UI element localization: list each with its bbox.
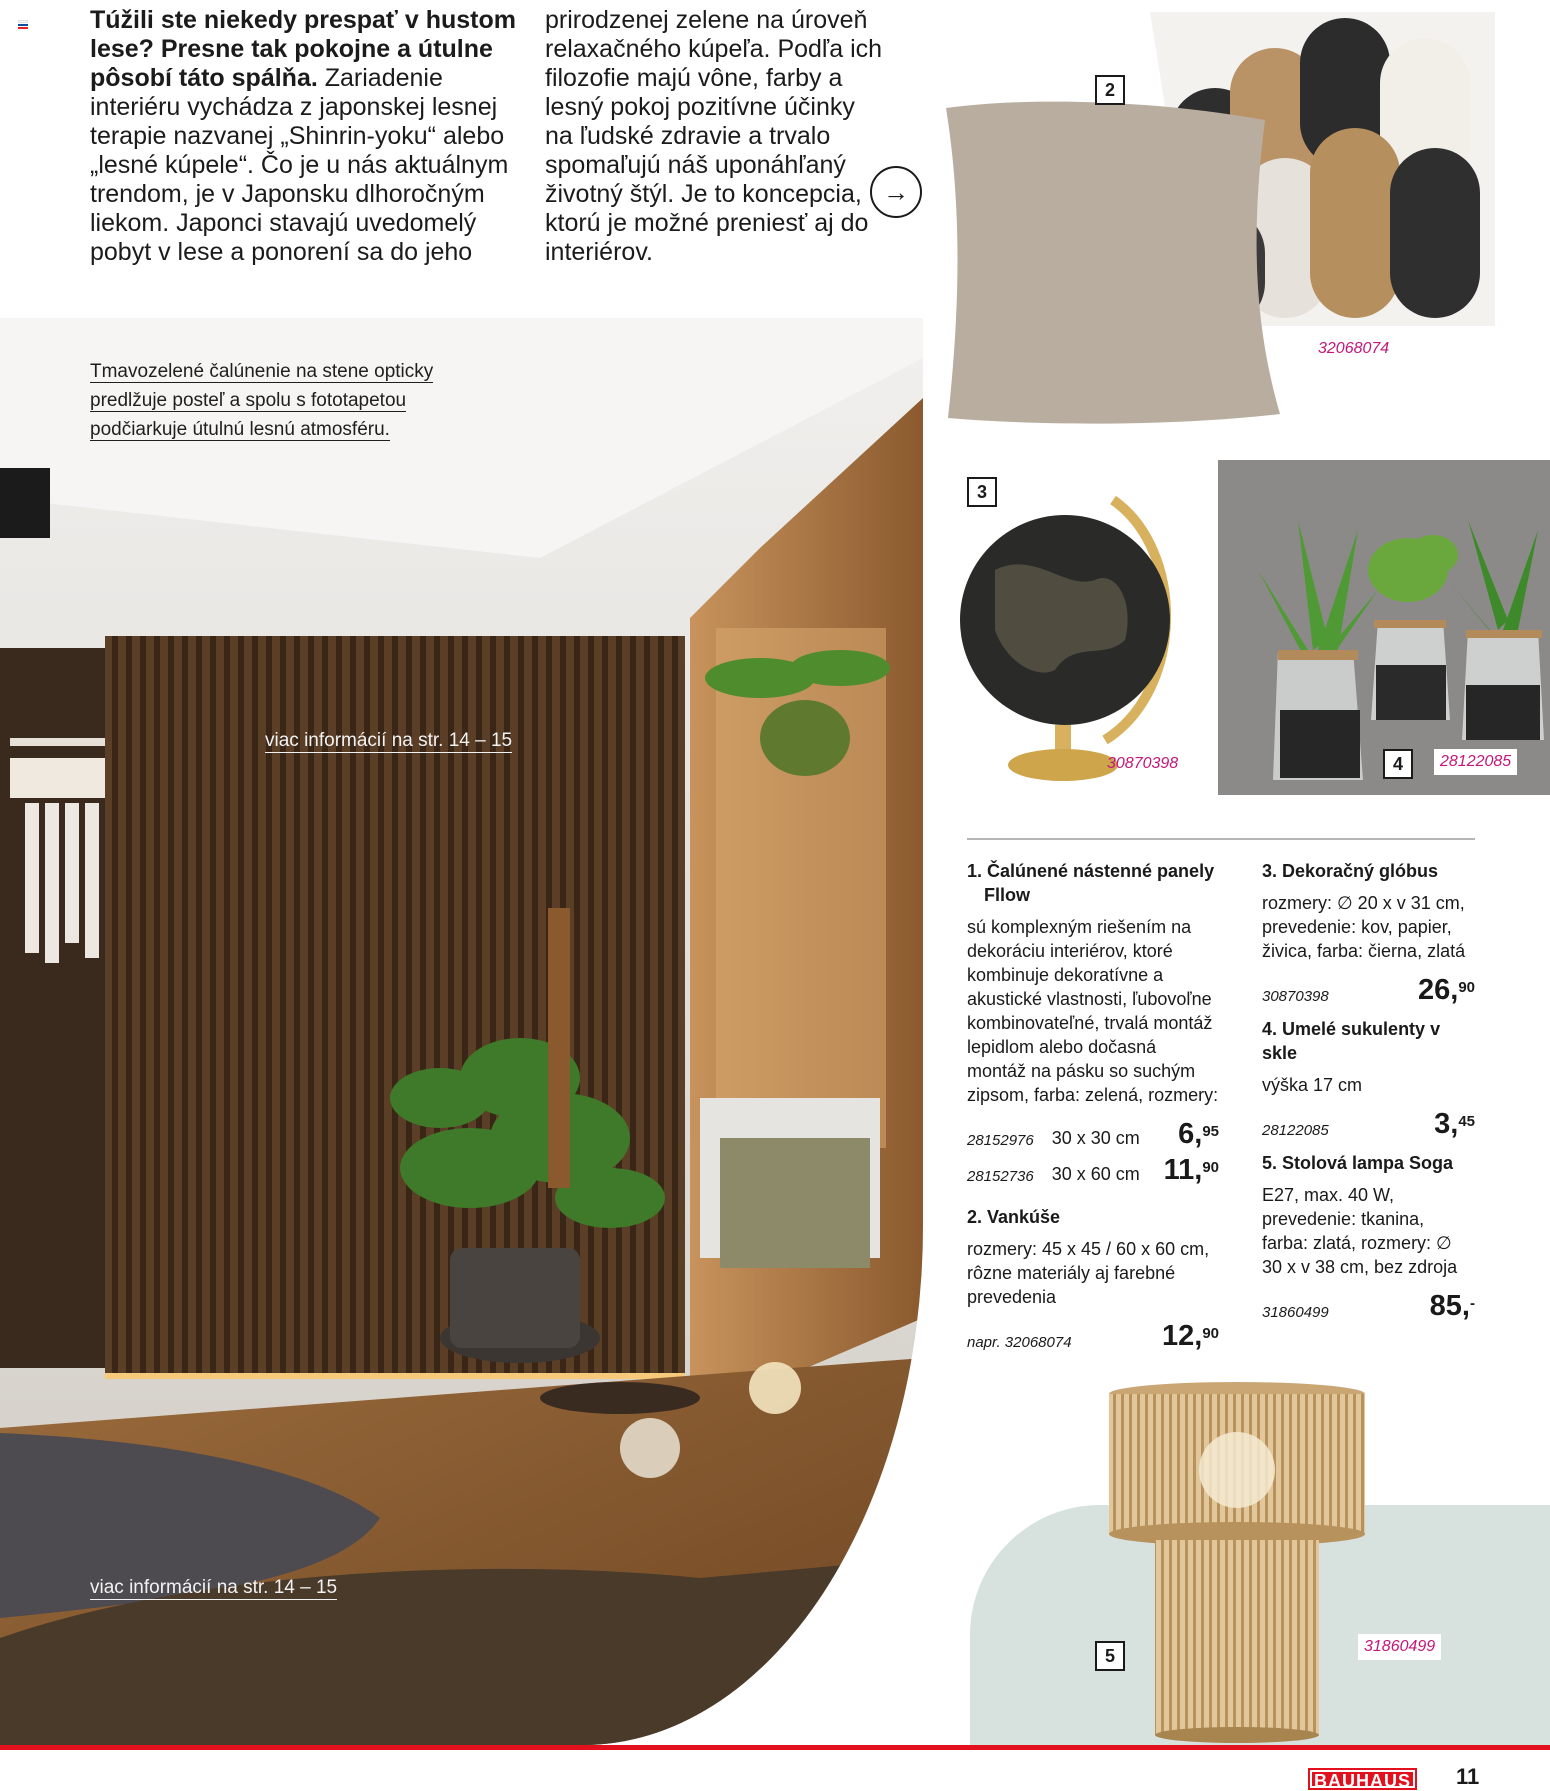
product-2-title: 2. Vankúše	[967, 1207, 1061, 1227]
product-4-title: 4. Umelé sukulenty v skle	[1262, 1019, 1441, 1063]
product-2-price-row	[967, 1317, 1219, 1351]
caption-line: Tmavozelené čalúnenie na stene opticky	[90, 361, 434, 382]
globe-photo	[945, 460, 1205, 795]
bedroom-illustration	[0, 318, 923, 1745]
footer-red-line	[0, 1745, 1550, 1750]
intro-lead: Túžili ste niekedy prespať v hustom lese? Presne tak pokojne a útulne pôsobí táto spálňa.	[90, 6, 516, 92]
product-1-description: sú komplexným riešením na dekoráciu interiérov, ktoré kombinuje dekoratívne a akustické vlastnosti, ľubovoľne kombinovateľné, trvalá montáž lepidlom alebo dočasná montáž na pásku so suchým zipsom, farba: zelená, rozmery:	[967, 917, 1219, 1105]
product-1-title-line: Fllow	[984, 885, 1030, 905]
price-cents: 95	[1202, 1123, 1219, 1140]
succulents-photo	[1218, 460, 1550, 795]
intro-body: Zariadenie interiéru vychádza z japonskej lesnej terapie nazvanej „Shinrin-yoku“ alebo „lesné kúpele“. Čo je u nás aktuálnym trendom, je v Japonsku dlhoročným liekom. Japonci stavajú uvedomelý pobyt v lese a ponorení sa do jeho	[90, 64, 509, 266]
price-main: 26,	[1417, 974, 1459, 1006]
product-5-title: 5. Stolová lampa Soga	[1262, 1153, 1454, 1173]
room-caption	[90, 357, 433, 444]
price-main: 6,	[1178, 1118, 1203, 1150]
product-1-title	[967, 859, 1219, 907]
more-info-link-wall[interactable]: viac informácií na str. 14 – 15	[265, 730, 513, 751]
product-3-price-row	[1262, 971, 1475, 1005]
product-5-description: E27, max. 40 W, prevedenie: tkanina, farba: zlatá, rozmery: ∅ 30 x v 38 cm, bez zdroja	[1262, 1185, 1458, 1277]
product-2	[967, 1205, 1219, 1351]
article-number: 28152736	[967, 1168, 1034, 1185]
bauhaus-logo: BAUHAUS	[1308, 1768, 1417, 1790]
price	[1162, 1321, 1219, 1351]
product-5-price-row	[1262, 1287, 1475, 1321]
product-4-price-row	[1262, 1105, 1475, 1139]
price-main: 3,	[1434, 1108, 1459, 1140]
price-cents: -	[1470, 1295, 1475, 1312]
price-cents: 90	[1202, 1325, 1219, 1342]
price-cents: 45	[1458, 1113, 1475, 1130]
article-number: napr. 32068074	[967, 1334, 1072, 1351]
arrow-right-icon: →	[883, 176, 909, 207]
product-1-price-row	[967, 1151, 1219, 1185]
product-2-description: rozmery: 45 x 45 / 60 x 60 cm, rôzne materiály aj farebné prevedenia	[967, 1239, 1210, 1307]
badge-3: 3	[967, 477, 997, 507]
price	[1418, 975, 1475, 1005]
pillows-photo	[940, 8, 1500, 428]
price	[1434, 1109, 1475, 1139]
price-cents: 90	[1202, 1159, 1219, 1176]
product-1-price-row	[967, 1115, 1219, 1149]
pillows-illustration	[940, 8, 1500, 428]
price-cents: 90	[1458, 979, 1475, 996]
page-number: 11	[1456, 1764, 1480, 1789]
product-3-title: 3. Dekoračný glóbus	[1262, 861, 1439, 881]
code-globe: 30870398	[1107, 755, 1179, 772]
code-succulents: 28122085	[1434, 749, 1517, 775]
intro-text-right: prirodzenej zelene na úroveň relaxačného kúpeľa. Podľa ich filozofie majú vône, farby a lesný pokoj pozitívne účinky na ľudské zdravie a trvalo spomaľujú náš uponáhľaný životný štýl. Je to koncepcia, ktorú je možné preniesť aj do interiérov.	[545, 6, 883, 266]
lamp-illustration	[1105, 1380, 1370, 1745]
language-flag-icon	[18, 20, 28, 28]
product-1-title-line: 1. Čalúnené nástenné panely	[967, 861, 1215, 881]
caption-line: predlžuje posteľ a spolu s fototapetou	[90, 390, 407, 411]
product-4	[1262, 1017, 1475, 1139]
caption-line: podčiarkuje útulnú lesnú atmosféru.	[90, 419, 390, 440]
product-column-right	[1262, 859, 1475, 1321]
product-4-description: výška 17 cm	[1262, 1075, 1363, 1095]
intro-text-left	[90, 6, 520, 267]
product-5	[1262, 1151, 1475, 1321]
badge-4: 4	[1383, 749, 1413, 779]
article-number: 31860499	[1262, 1304, 1329, 1321]
product-3-description: rozmery: ∅ 20 x v 31 cm, prevedenie: kov, papier, živica, farba: čierna, zlatá	[1262, 893, 1466, 961]
more-info-link-floor[interactable]: viac informácií na str. 14 – 15	[90, 1577, 338, 1598]
price-main: 85,	[1429, 1290, 1470, 1322]
price	[1164, 1155, 1219, 1185]
globe-illustration	[945, 460, 1205, 795]
section-divider	[967, 838, 1475, 840]
size-label: 30 x 30 cm	[1051, 1128, 1140, 1148]
lamp-photo	[1105, 1380, 1370, 1745]
price	[1430, 1291, 1475, 1321]
price	[1178, 1119, 1219, 1149]
price-main: 11,	[1163, 1154, 1203, 1186]
succulents-illustration	[1218, 460, 1550, 795]
product-column-left	[967, 859, 1219, 1351]
price-main: 12,	[1161, 1320, 1203, 1352]
badge-2: 2	[1095, 75, 1125, 105]
product-1	[967, 859, 1219, 1185]
badge-5: 5	[1095, 1641, 1125, 1671]
article-number: 30870398	[1262, 988, 1329, 1005]
article-number: 28122085	[1262, 1122, 1329, 1139]
bedroom-photo	[0, 318, 923, 1745]
code-lamp: 31860499	[1358, 1634, 1441, 1660]
product-3	[1262, 859, 1475, 1005]
article-number: 28152976	[967, 1132, 1034, 1149]
size-label: 30 x 60 cm	[1051, 1164, 1140, 1184]
code-pillow: 32068074	[1318, 340, 1390, 357]
next-arrow-button[interactable]	[870, 166, 922, 218]
